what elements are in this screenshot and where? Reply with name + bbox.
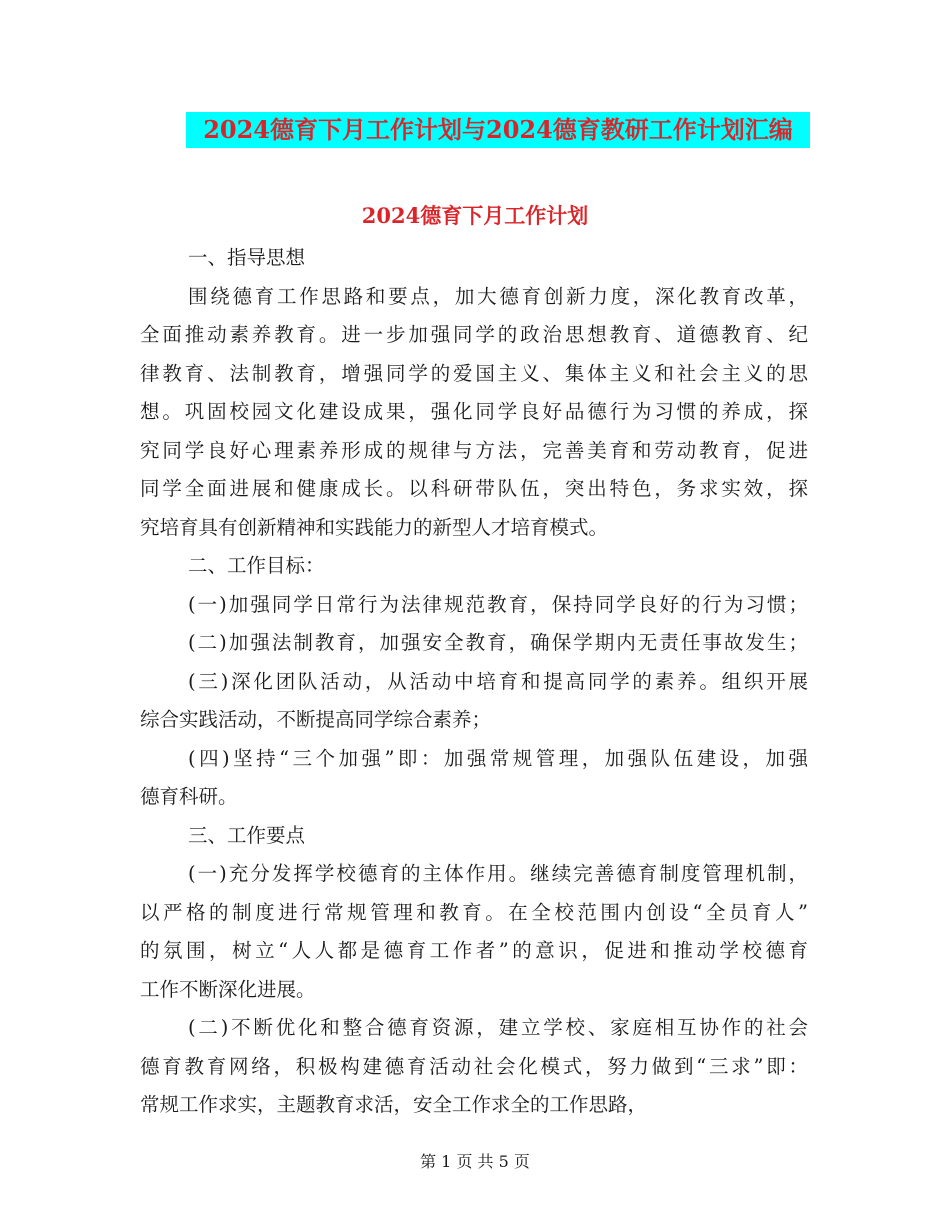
paragraph-line: (一)加强同学日常行为法律规范教育，保持同学良好的行为习惯；	[188, 592, 808, 616]
heading-guiding-ideology: 一、指导思想	[188, 246, 306, 269]
paragraph-line: 德育科研。	[140, 785, 238, 808]
paragraph-line: 围绕德育工作思路和要点，加大德育创新力度，深化教育改革，	[188, 284, 808, 308]
paragraph-line: (二)加强法制教育，加强安全教育，确保学期内无责任事故发生；	[188, 631, 808, 654]
paragraph-line: (二)不断优化和整合德育资源，建立学校、家庭相互协作的社会	[188, 1016, 808, 1039]
heading-work-points: 三、工作要点	[188, 823, 306, 847]
paragraph-line: 想。巩固校园文化建设成果，强化同学良好品德行为习惯的养成，探	[140, 400, 808, 423]
paragraph-line: 究培育具有创新精神和实践能力的新型人才培育模式。	[140, 515, 609, 539]
paragraph-line: 综合实践活动，不断提高同学综合素养；	[140, 708, 492, 731]
document-body	[140, 219, 808, 1125]
paragraph-line: 常规工作求实，主题教育求活，安全工作求全的工作思路，	[140, 1093, 648, 1116]
paragraph-line: 德育教育网络，积极构建德育活动社会化模式，努力做到“三求”即：	[140, 1054, 808, 1078]
paragraph-line: 全面推动素养教育。进一步加强同学的政治思想教育、道德教育、纪	[140, 323, 808, 346]
paragraph-line: 工作不断深化进展。	[140, 977, 316, 1001]
paragraph-line: 以严格的制度进行常规管理和教育。在全校范围内创设“全员育人”	[140, 900, 808, 924]
paragraph-line: 的氛围，树立“人人都是德育工作者”的意识，促进和推动学校德育	[140, 939, 808, 962]
paragraph-line: (三)深化团队活动，从活动中培育和提高同学的素养。组织开展	[188, 669, 808, 693]
heading-work-goals: 二、工作目标：	[188, 554, 325, 577]
page-number-footer: 第 1 页 共 5 页	[420, 1152, 530, 1171]
document-main-title: 2024德育下月工作计划与2024德育教研工作计划汇编	[186, 112, 810, 148]
paragraph-line: (四)坚持“三个加强”即：加强常规管理，加强队伍建设，加强	[188, 746, 808, 770]
paragraph-line: 究同学良好心理素养形成的规律与方法，完善美育和劳动教育，促进	[140, 438, 808, 462]
paragraph-line: 同学全面进展和健康成长。以科研带队伍，突出特色，务求实效，探	[140, 477, 808, 500]
section-title: 2024德育下月工作计划	[361, 203, 589, 228]
paragraph-line: 律教育、法制教育，增强同学的爱国主义、集体主义和社会主义的思	[140, 361, 808, 385]
paragraph-line: (一)充分发挥学校德育的主体作用。继续完善德育制度管理机制，	[188, 862, 808, 885]
